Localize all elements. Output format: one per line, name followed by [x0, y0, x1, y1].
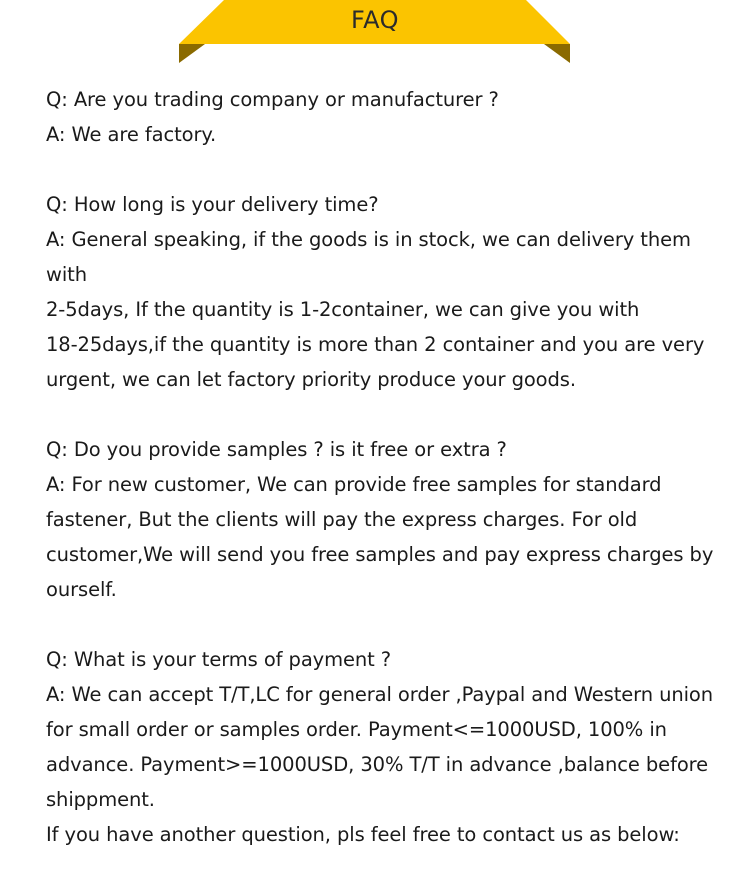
answer-3-line-3: customer,We will send you free samples and pay express charges by	[46, 543, 714, 566]
answer-4-line-1: A: We can accept T/T,LC for general order ,Paypal and Western union	[46, 683, 714, 706]
question-4: Q: What is your terms of payment ?	[46, 648, 392, 671]
question-2: Q: How long is your delivery time?	[46, 193, 379, 216]
answer-2-line-5: urgent, we can let factory priority produce your goods.	[46, 368, 576, 391]
question-1: Q: Are you trading company or manufacturer ?	[46, 88, 499, 111]
spacer	[46, 607, 716, 642]
answer-4-line-3: advance. Payment>=1000USD, 30% T/T in advance ,balance before	[46, 753, 709, 776]
ribbon-right-fold	[544, 44, 570, 63]
faq-list	[46, 82, 716, 852]
answer-3-line-2: fastener, But the clients will pay the express charges. For old	[46, 508, 638, 531]
answer-3-line-4: ourself.	[46, 578, 117, 601]
faq-banner	[0, 0, 750, 70]
spacer	[46, 397, 716, 432]
answer-3-line-1: A: For new customer, We can provide free samples for standard	[46, 473, 662, 496]
answer-4-line-2: for small order or samples order. Payment<=1000USD, 100% in	[46, 718, 667, 741]
answer-1-line-1: A: We are factory.	[46, 123, 217, 146]
spacer	[46, 152, 716, 187]
closing-note: If you have another question, pls feel free to contact us as below:	[46, 823, 680, 846]
ribbon-left-fold	[179, 44, 205, 63]
answer-2-line-3: 2-5days, If the quantity is 1-2container, we can give you with	[46, 298, 640, 321]
answer-2-line-1: A: General speaking, if the goods is in stock, we can delivery them	[46, 228, 691, 251]
question-3: Q: Do you provide samples ? is it free or extra ?	[46, 438, 507, 461]
answer-4-line-4: shippment.	[46, 788, 155, 811]
answer-2-line-2: with	[46, 263, 87, 286]
faq-title: FAQ	[351, 6, 399, 34]
answer-2-line-4: 18-25days,if the quantity is more than 2 container and you are very	[46, 333, 705, 356]
